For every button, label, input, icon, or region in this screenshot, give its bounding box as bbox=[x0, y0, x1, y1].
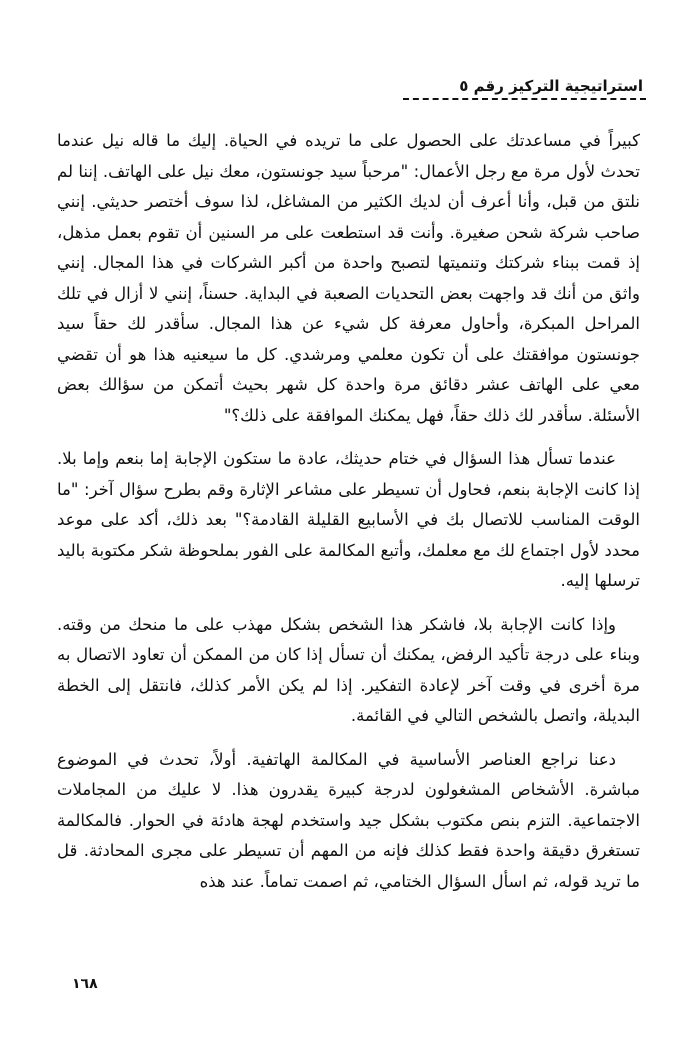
chapter-title: استراتيجية التركيز رقم ٥ bbox=[459, 77, 643, 95]
paragraph: دعنا نراجع العناصر الأساسية في المكالمة الهاتفية. أولاً، تحدث في الموضوع مباشرة. الأشخاص المشغولون لدرجة كبيرة يقدرون هذا. لا عليك من المجاملات الاجتماعية. التزم بنص مكتوب بشكل جيد واستخدم لهجة هادئة في الحوار. فالمكالمة تستغرق دقيقة واحدة فقط كذلك فإنه من المهم أن تسيطر على مجرى المحادثة. قل ما تريد قوله، ثم اسأل السؤال الختامي، ثم اصمت تماماً. عند هذه bbox=[57, 749, 640, 891]
paragraph-continuation: كبيراً في مساعدتك على الحصول على ما تريده في الحياة. إليك ما قاله نيل عندما تحدث لأول مرة مع رجل الأعمال: "مرحباً سيد جونستون، معك نيل على الهاتف. إننا لم نلتق من قبل، وأنا أعرف أن لديك الكثير من المشاغل، لذا سوف أختصر حديثي. إنني صاحب شركة شحن صغيرة. وأنت قد استطعت على مر السنين أن تقوم بعمل مذهل، إذ قمت ببناء شركتك وتنميتها لتصبح واحدة من أكبر الشركات في هذا المجال. إنني واثق من أنك قد واجهت بعض التحديات الصعبة في البداية. حسناً، إنني لا أزال في تلك المراحل المبكرة، وأحاول معرفة كل شيء عن هذا المجال. سأقدر لك حقاً سيد جونستون موافقتك على أن تكون معلمي ومرشدي. كل ما سيعنيه هذا هو أن تقضي معي على الهاتف عشر دقائق مرة واحدة كل شهر بحيث أتمكن من سؤالك بعض الأسئلة. سأقدر لك ذلك حقاً، فهل يمكنك الموافقة على ذلك؟" bbox=[57, 131, 640, 425]
paragraph: عندما تسأل هذا السؤال في ختام حديثك، عادة ما ستكون الإجابة إما بنعم وإما بلا. إذا كانت الإجابة بنعم، فحاول أن تسيطر على مشاعر الإثارة وقم بطرح سؤال آخر: "ما الوقت المناسب للاتصال بك في الأسابيع القليلة القادمة؟" بعد ذلك، أكد على موعد محدد لأول اجتماع لك مع معلمك، وأتبع المكالمة على الفور بملحوظة شكر مكتوبة باليد ترسلها إليه. bbox=[57, 449, 640, 590]
page-number: ١٦٨ bbox=[72, 976, 98, 992]
paragraph: وإذا كانت الإجابة بلا، فاشكر هذا الشخص بشكل مهذب على ما منحك من وقته. وبناء على درجة تأكيد الرفض، يمكنك أن تسأل إذا كان من الممكن أن تعاود الاتصال به مرة أخرى في وقت آخر لإعادة التفكير. إذا لم يكن الأمر كذلك، فانتقل إلى الخطة البديلة، واتصل بالشخص التالي في القائمة. bbox=[57, 614, 640, 725]
page-content bbox=[57, 126, 640, 897]
header-underline bbox=[403, 98, 646, 100]
chapter-header bbox=[403, 76, 643, 100]
